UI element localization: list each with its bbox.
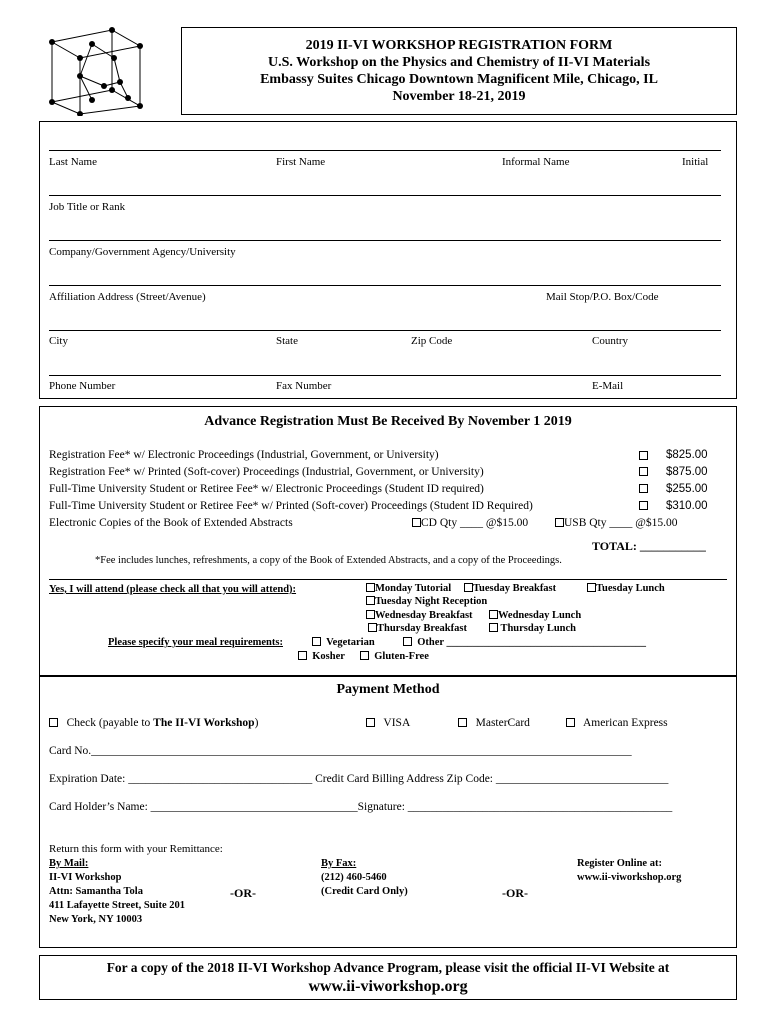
or-separator: -OR- — [502, 886, 528, 900]
checkbox[interactable] — [360, 651, 369, 660]
checkbox[interactable] — [587, 583, 596, 592]
checkbox[interactable] — [312, 637, 321, 646]
return-text: Return this form with your Remittance: — [49, 843, 223, 855]
job-title-label: Job Title or Rank — [49, 201, 126, 213]
informal-name-label: Informal Name — [502, 156, 570, 168]
fax-block: By Fax: (212) 460-5460 (Credit Card Only) — [321, 858, 408, 897]
zip-label: Zip Code — [411, 335, 453, 347]
email-label: E-Mail — [592, 380, 624, 392]
checkbox[interactable] — [49, 718, 58, 727]
online-url-link[interactable]: www.ii-viworkshop.org — [577, 872, 682, 883]
meal-label: Please specify your meal requirements: — [108, 637, 283, 648]
fee-footnote: *Fee includes lunches, refreshments, a copy of the Book of Extended Abstracts, and a copy of the Proceedings. — [95, 555, 562, 566]
fee-price: $255.00 — [666, 483, 708, 495]
payment-section — [39, 676, 737, 948]
job-title-line[interactable] — [49, 195, 721, 196]
checkbox[interactable] — [366, 596, 375, 605]
card-holder-field[interactable]: Card Holder’s Name: ____________________________________Signature: ______________________________________________ — [49, 801, 673, 813]
checkbox[interactable] — [368, 623, 377, 632]
registration-title: Advance Registration Must Be Received By November 1 2019 — [204, 414, 572, 429]
usb-option[interactable]: USB Qty ____ @$15.00 — [555, 517, 677, 529]
company-line[interactable] — [49, 240, 721, 241]
fee-checkbox[interactable] — [639, 484, 648, 493]
checkbox[interactable] — [366, 610, 375, 619]
mail-stop-label: Mail Stop/P.O. Box/Code — [546, 291, 659, 303]
event-tuesday-reception[interactable]: Tuesday Night Reception — [366, 596, 487, 607]
checkbox[interactable] — [366, 718, 375, 727]
state-label: State — [276, 335, 298, 347]
meal-other[interactable]: Other ______________________________________ — [403, 637, 646, 648]
title-box — [181, 27, 737, 115]
fee-row-label: Registration Fee* w/ Electronic Proceedings (Industrial, Government, or University) — [49, 449, 439, 461]
fee-price: $310.00 — [666, 500, 708, 512]
payment-title: Payment Method — [336, 682, 440, 697]
website-link[interactable]: www.ii-viworkshop.org — [308, 978, 468, 995]
address-line[interactable] — [49, 285, 721, 286]
event-monday-tutorial[interactable]: Monday Tutorial — [366, 583, 451, 594]
fee-row-label: Registration Fee* w/ Printed (Soft-cover) Proceedings (Industrial, Government, or University) — [49, 466, 484, 478]
crystal-structure-logo — [44, 24, 156, 116]
fee-row-label: Full-Time University Student or Retiree Fee* w/ Electronic Proceedings (Student ID required) — [49, 483, 484, 495]
checkbox[interactable] — [489, 623, 498, 632]
workshop-name: U.S. Workshop on the Physics and Chemistry of II-VI Materials — [267, 55, 651, 70]
expiration-field[interactable]: Expiration Date: ________________________________ Credit Card Billing Address Zip Code: ______________________________ — [49, 773, 669, 785]
checkbox[interactable] — [566, 718, 575, 727]
initial-label: Initial — [682, 156, 709, 168]
check-option[interactable]: Check (payable to The II-VI Workshop) — [49, 717, 258, 729]
company-label: Company/Government Agency/University — [49, 246, 236, 258]
attend-label: Yes, I will attend (please check all that you will attend): — [49, 584, 297, 595]
fee-checkbox[interactable] — [639, 501, 648, 510]
venue: Embassy Suites Chicago Downtown Magnificent Mile, Chicago, IL — [260, 72, 658, 87]
dates: November 18-21, 2019 — [392, 89, 526, 104]
checkbox[interactable] — [458, 718, 467, 727]
ecopies-label: Electronic Copies of the Book of Extended Abstracts — [49, 517, 293, 529]
footer-box — [39, 955, 737, 1000]
country-label: Country — [592, 335, 629, 347]
checkbox[interactable] — [403, 637, 412, 646]
first-name-label: First Name — [276, 156, 326, 168]
fee-price: $825.00 — [666, 449, 708, 461]
total-field[interactable]: TOTAL: ___________ — [592, 539, 706, 553]
event-wednesday-lunch[interactable]: Wednesday Lunch — [489, 610, 581, 621]
fee-checkbox[interactable] — [639, 451, 648, 460]
last-name-label: Last Name — [49, 156, 97, 168]
event-tuesday-lunch[interactable]: Tuesday Lunch — [587, 583, 665, 594]
checkbox[interactable] — [489, 610, 498, 619]
personal-info-section — [39, 121, 737, 399]
fee-price: $875.00 — [666, 466, 708, 478]
event-tuesday-breakfast[interactable]: Tuesday Breakfast — [464, 583, 556, 594]
event-wednesday-breakfast[interactable]: Wednesday Breakfast — [366, 610, 473, 621]
fee-checkbox[interactable] — [639, 467, 648, 476]
usb-checkbox[interactable] — [555, 518, 564, 527]
phone-line[interactable] — [49, 375, 721, 376]
amex-option[interactable]: American Express — [566, 717, 668, 729]
checkbox[interactable] — [366, 583, 375, 592]
attend-divider — [49, 579, 727, 580]
cd-checkbox[interactable] — [412, 518, 421, 527]
address-label: Affiliation Address (Street/Avenue) — [49, 291, 206, 303]
meal-kosher[interactable]: Kosher — [298, 651, 345, 662]
phone-label: Phone Number — [49, 380, 116, 392]
checkbox[interactable] — [464, 583, 473, 592]
fee-row-label: Full-Time University Student or Retiree Fee* w/ Printed (Soft-cover) Proceedings (Student ID Required) — [49, 500, 533, 512]
city-line[interactable] — [49, 330, 721, 331]
city-label: City — [49, 335, 68, 347]
form-title: 2019 II-VI WORKSHOP REGISTRATION FORM — [305, 38, 613, 53]
name-line[interactable] — [49, 150, 721, 151]
visa-option[interactable]: VISA — [366, 717, 410, 729]
meal-vegetarian[interactable]: Vegetarian — [312, 637, 375, 648]
meal-gluten-free[interactable]: Gluten-Free — [360, 651, 429, 662]
registration-section — [39, 406, 737, 676]
event-thursday-breakfast[interactable]: Thursday Breakfast — [368, 623, 467, 634]
card-number-field[interactable]: Card No.______________________________________________________________________________________________ — [49, 745, 632, 757]
mail-block: By Mail: II-VI Workshop Attn: Samantha Tola 411 Lafayette Street, Suite 201 New York, NY 10003 — [49, 858, 185, 925]
fax-label: Fax Number — [276, 380, 332, 392]
cd-option[interactable]: CD Qty ____ @$15.00 — [412, 517, 528, 529]
checkbox[interactable] — [298, 651, 307, 660]
mastercard-option[interactable]: MasterCard — [458, 717, 530, 729]
online-block: Register Online at: www.ii-viworkshop.org — [577, 858, 682, 883]
footer-text: For a copy of the 2018 II-VI Workshop Advance Program, please visit the official II-VI Website at — [106, 960, 670, 975]
or-separator: -OR- — [230, 886, 256, 900]
event-thursday-lunch[interactable]: Thursday Lunch — [489, 623, 576, 634]
